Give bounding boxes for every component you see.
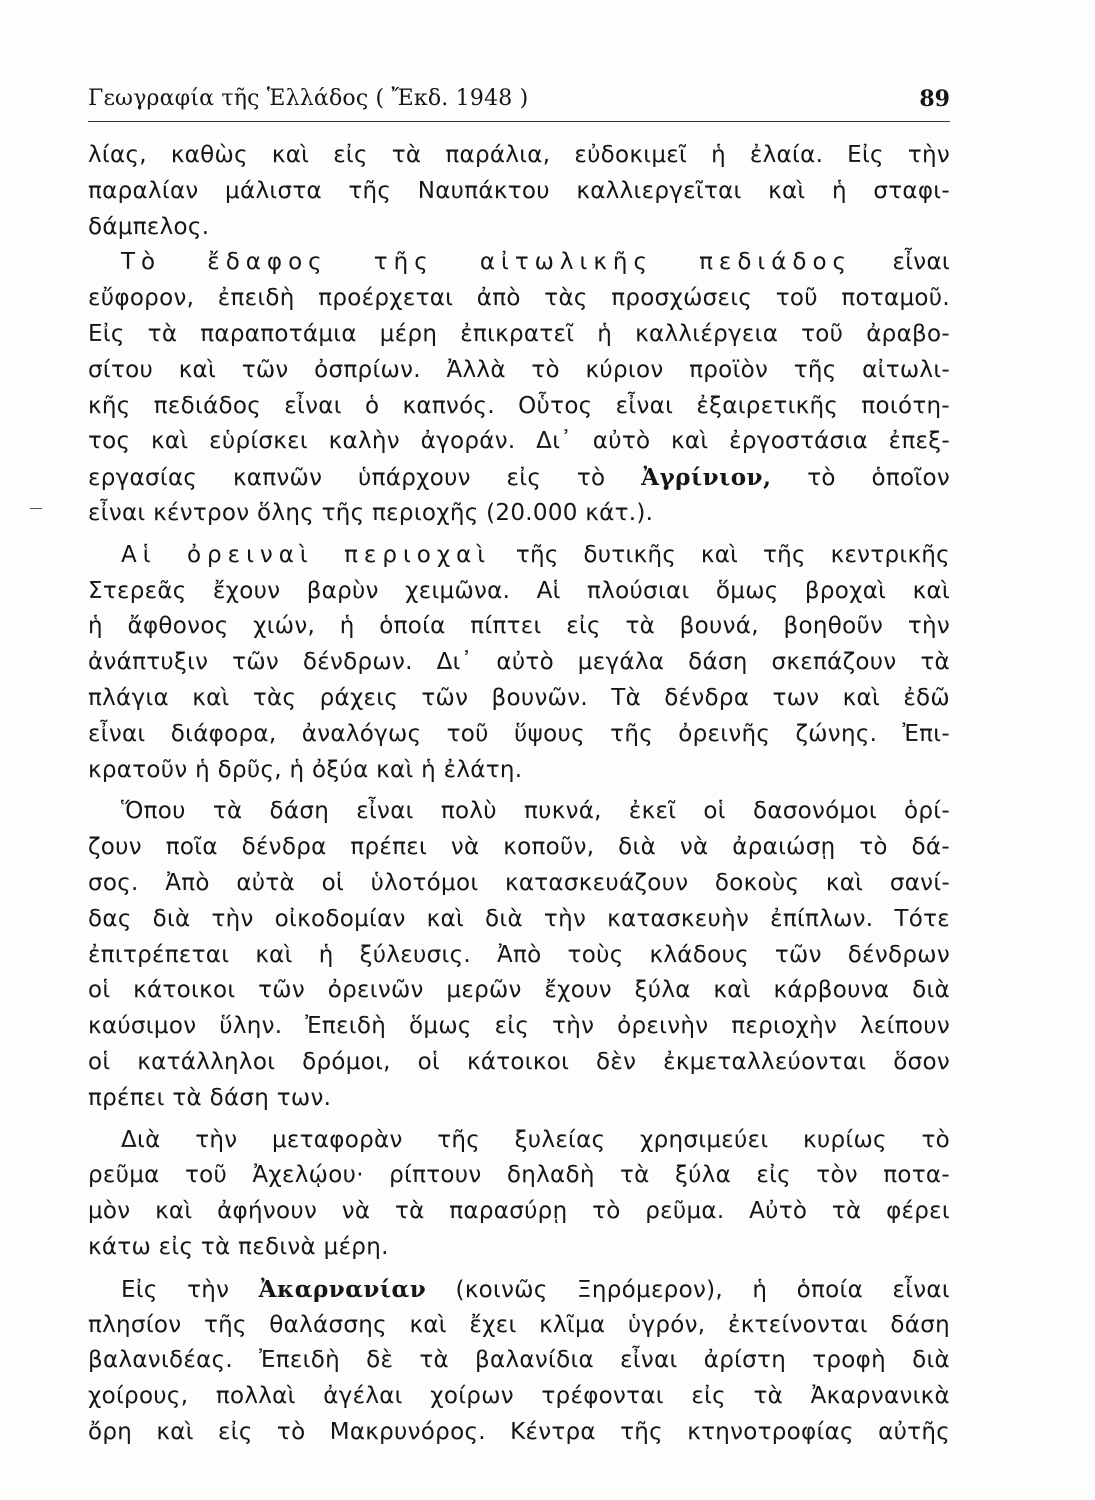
place-name-akarnania: Ἀκαρνανίαν (258, 1275, 427, 1303)
text-line: βαλανιδέας. Ἐπειδὴ δὲ τὰ βαλανίδια εἶναι ἀρίστη τροφὴ διὰ (88, 1347, 950, 1374)
spaced-phrase: Τὸ ἔδαφος τῆς αἰτωλικῆς πεδιάδος (121, 249, 853, 276)
text-line (88, 460, 950, 496)
text-line: σίτου καὶ τῶν ὀσπρίων. Ἀλλὰ τὸ κύριον προϊὸν τῆς αἰτωλι- (88, 356, 950, 383)
text-fragment: εἶναι (892, 249, 950, 276)
text-line: πλάγια καὶ τὰς ράχεις τῶν βουνῶν. Τὰ δένδρα των καὶ ἐδῶ (88, 684, 950, 711)
page-number: 89 (919, 86, 950, 112)
margin-mark (30, 508, 42, 509)
text-line: Εἰς τὰ παραποτάμια μέρη ἐπικρατεῖ ἡ καλλιέργεια τοῦ ἀραβο- (88, 320, 950, 347)
text-line (88, 245, 950, 281)
text-fragment: τῆς δυτικῆς καὶ τῆς κεντρικῆς (515, 541, 950, 568)
text-line: Στερεᾶς ἔχουν βαρὺν χειμῶνα. Αἱ πλούσιαι ὅμως βροχαὶ καὶ (88, 577, 950, 604)
running-head: Γεωγραφία τῆς Ἑλλάδος ( Ἔκδ. 1948 ) (88, 86, 529, 111)
text-line: δάμπελος. (88, 213, 210, 240)
text-line: τος καὶ εὑρίσκει καλὴν ἀγοράν. Δι᾽ αὐτὸ καὶ ἐργοστάσια ἐπεξ- (88, 428, 950, 455)
text-line: χοίρους, πολλαὶ ἀγέλαι χοίρων τρέφονται εἰς τὰ Ἀκαρνανικὰ (88, 1383, 950, 1410)
text-line: λίας, καθὼς καὶ εἰς τὰ παράλια, εὐδοκιμεῖ ἡ ἐλαία. Εἰς τὴν (88, 142, 950, 168)
text-line: ἀνάπτυξιν τῶν δένδρων. Δι᾽ αὐτὸ μεγάλα δάση σκεπάζουν τὰ (88, 649, 950, 676)
spaced-phrase: Αἱ ὀρειναὶ περιοχαὶ (121, 541, 492, 568)
text-line: πρέπει τὰ δάση των. (88, 1084, 332, 1111)
text-line: σος. Ἀπὸ αὐτὰ οἱ ὑλοτόμοι κατασκευάζουν δοκοὺς καὶ σανί- (88, 869, 950, 896)
text-fragment: εργασίας καπνῶν ὑπάρχουν εἰς τὸ (88, 465, 606, 492)
text-line: μὸν καὶ ἀφήνουν νὰ τὰ παρασύρῃ τὸ ρεῦμα. Αὐτὸ τὰ φέρει (88, 1198, 950, 1225)
text-line: πλησίον τῆς θαλάσσης καὶ ἔχει κλῖμα ὑγρόν, ἐκτείνονται δάση (88, 1311, 950, 1338)
page-header (88, 78, 950, 118)
text-line: κῆς πεδιάδος εἶναι ὁ καπνός. Οὗτος εἶναι ἐξαιρετικῆς ποιότη- (88, 392, 950, 419)
text-line: Διὰ τὴν μεταφορὰν τῆς ξυλείας χρησιμεύει κυρίως τὸ (121, 1126, 950, 1153)
text-line: ὄρη καὶ εἰς τὸ Μακρυνόρος. Κέντρα τῆς κτηνοτροφίας αὐτῆς (88, 1418, 950, 1445)
text-line: ζουν ποῖα δένδρα πρέπει νὰ κοποῦν, διὰ νὰ ἀραιώσῃ τὸ δά- (88, 834, 950, 861)
body-text (88, 138, 950, 1451)
text-line: ἡ ἄφθονος χιών, ἡ ὁποία πίπτει εἰς τὰ βουνά, βοηθοῦν τὴν (88, 613, 950, 640)
text-line: καύσιμον ὕλην. Ἐπειδὴ ὅμως εἰς τὴν ὀρεινὴν περιοχὴν λείπουν (88, 1013, 950, 1040)
place-name-agrinion: Ἀγρίνιον, (641, 464, 772, 492)
text-line: ρεῦμα τοῦ Ἀχελῴου· ρίπτουν δηλαδὴ τὰ ξύλα εἰς τὸν ποτα- (88, 1162, 950, 1189)
text-line: εὔφορον, ἐπειδὴ προέρχεται ἀπὸ τὰς προσχώσεις τοῦ ποταμοῦ. (88, 285, 950, 312)
text-line: κάτω εἰς τὰ πεδινὰ μέρη. (88, 1233, 389, 1260)
text-fragment: (κοινῶς Ξηρόμερον), ἡ ὁποία εἶναι (455, 1276, 950, 1303)
header-rule (88, 121, 950, 122)
text-line: παραλίαν μάλιστα τῆς Ναυπάκτου καλλιεργεῖται καὶ ἡ σταφι- (88, 177, 950, 204)
text-fragment: Εἰς τὴν (121, 1276, 230, 1303)
text-line: κρατοῦν ἡ δρῦς, ἡ ὀξύα καὶ ἡ ἐλάτη. (88, 756, 523, 783)
text-line: οἱ κάτοικοι τῶν ὀρεινῶν μερῶν ἔχουν ξύλα καὶ κάρβουνα διὰ (88, 977, 950, 1004)
text-line: δας διὰ τὴν οἰκοδομίαν καὶ διὰ τὴν κατασκευὴν ἐπίπλων. Τότε (88, 905, 950, 932)
text-line: οἱ κατάλληλοι δρόμοι, οἱ κάτοικοι δὲν ἐκμεταλλεύονται ὅσον (88, 1048, 950, 1075)
text-line: εἶναι διάφορα, ἀναλόγως τοῦ ὕψους τῆς ὀρεινῆς ζώνης. Ἐπι- (88, 720, 950, 747)
text-line: ἐπιτρέπεται καὶ ἡ ξύλευσις. Ἀπὸ τοὺς κλάδους τῶν δένδρων (88, 941, 950, 968)
text-line: Ὅπου τὰ δάση εἶναι πολὺ πυκνά, ἐκεῖ οἱ δασονόμοι ὁρί- (121, 798, 950, 825)
text-line (88, 1272, 950, 1308)
text-line: εἶναι κέντρον ὅλης τῆς περιοχῆς (20.000 κάτ.). (88, 499, 654, 526)
text-fragment: τὸ ὁποῖον (807, 465, 950, 492)
text-line (88, 538, 950, 574)
